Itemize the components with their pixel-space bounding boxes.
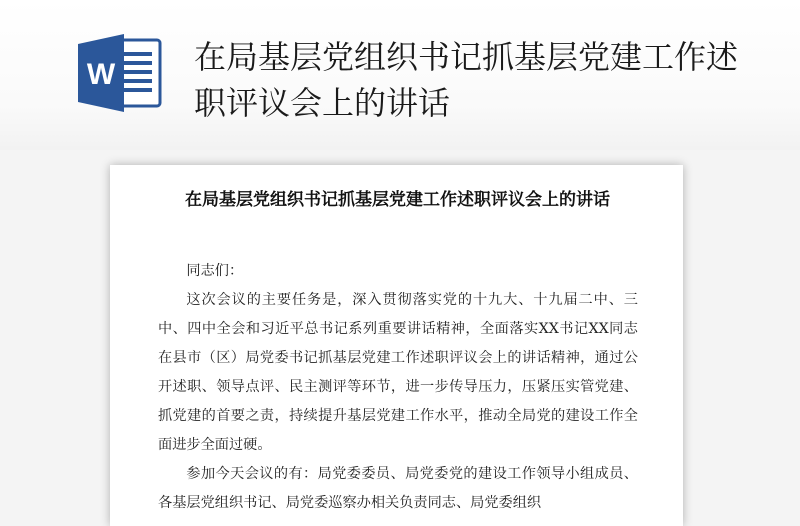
banner-title: 在局基层党组织书记抓基层党建工作述职评议会上的讲话 [194,38,739,122]
word-icon [76,32,164,114]
document-body [158,257,638,518]
document-page [110,165,683,526]
banner [0,0,800,150]
paragraph-2: 参加今天会议的有：局党委委员、局党委党的建设工作领导小组成员、各基层党组织书记、局党委巡察办相关负责同志、局党委组织 [158,466,638,511]
word-icon-letter: W [86,58,116,91]
paragraph-1: 这次会议的主要任务是，深入贯彻落实党的十九大、十九届二中、三中、四中全会和习近平总书记系列重要讲话精神，全面落实XX书记XX同志在县市（区）局党委书记抓基层党建工作述职评议会上的讲话精神，通过公开述职、领导点评、民主测评等环节，进一步传导压力，压紧压实管党建、抓党建的首要之责，持续提升基层党建工作水平，推动全局党的建设工作全面进步全面过硬。 [158,292,638,453]
document-title: 在局基层党组织书记抓基层党建工作述职评议会上的讲话 [185,190,610,210]
greeting: 同志们： [186,263,244,279]
